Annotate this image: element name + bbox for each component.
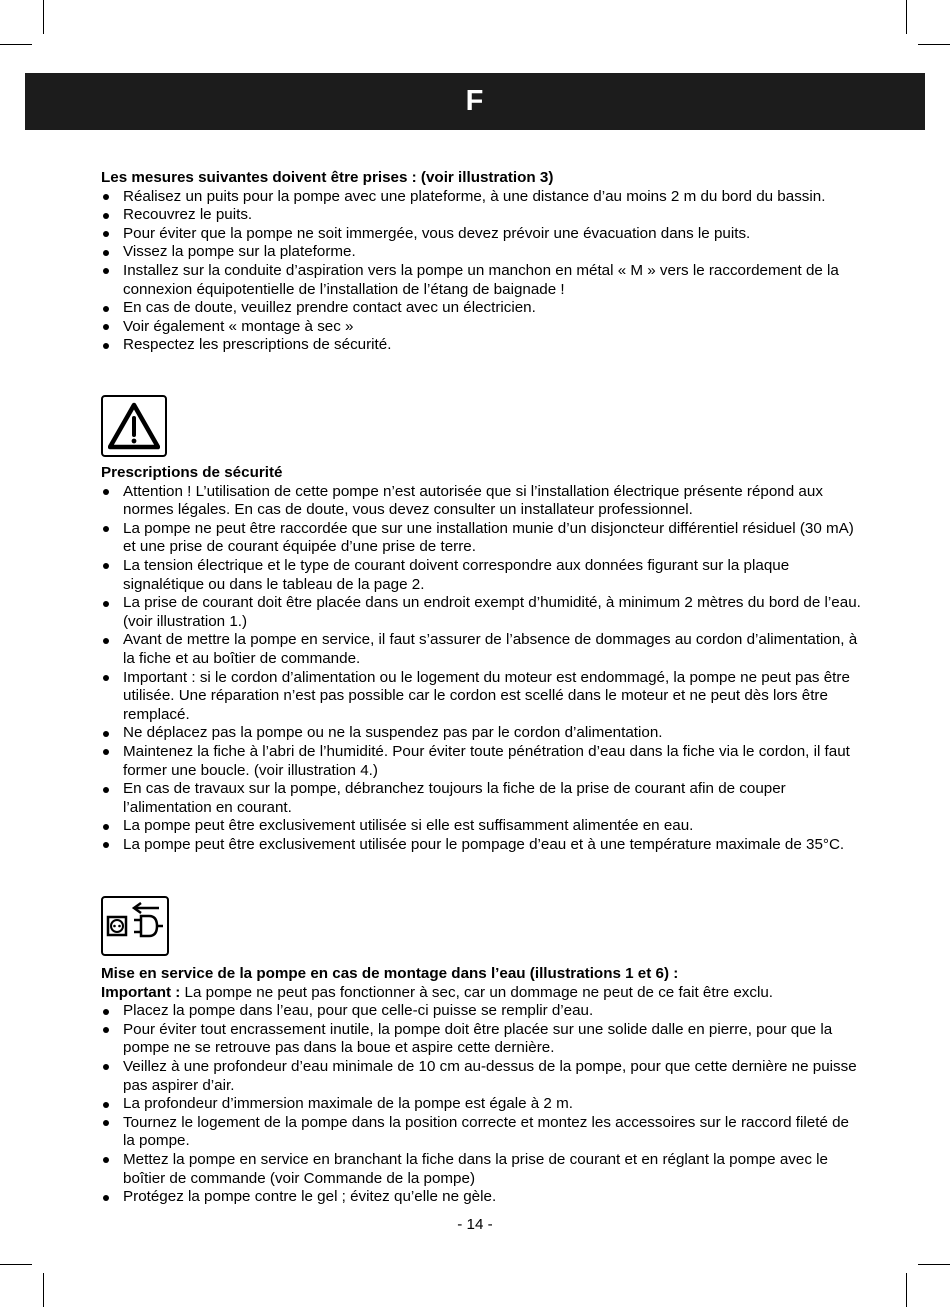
- crop-mark: [918, 1264, 950, 1265]
- list-item: Respectez les prescriptions de sécurité.: [101, 336, 861, 355]
- language-banner: [25, 73, 925, 130]
- list-item: Important : si le cordon d’alimentation ou le logement du moteur est endommagé, la pompe ne peut pas être utilisée. Une réparation n’est pas possible car le cordon est scellé dans le moteur et ne peut dès lors être remplacé.: [101, 669, 863, 725]
- list-item: La pompe peut être exclusivement utilisée pour le pompage d’eau et à une température maximale de 35°C.: [101, 836, 863, 855]
- startup-list: [101, 1002, 863, 1207]
- list-item: Voir également « montage à sec »: [101, 318, 861, 337]
- socket-plug-icon: [101, 896, 169, 956]
- crop-mark: [906, 0, 907, 34]
- crop-mark: [0, 1264, 32, 1265]
- list-item: Recouvrez le puits.: [101, 206, 861, 225]
- startup-section: [101, 965, 863, 1207]
- crop-mark: [906, 1273, 907, 1307]
- list-item: Ne déplacez pas la pompe ou ne la suspendez pas par le cordon d’alimentation.: [101, 724, 863, 743]
- list-item: La profondeur d’immersion maximale de la pompe est égale à 2 m.: [101, 1095, 863, 1114]
- list-item: Veillez à une profondeur d’eau minimale de 10 cm au-dessus de la pompe, pour que cette dernière ne puisse pas aspirer d’air.: [101, 1058, 863, 1095]
- list-item: Protégez la pompe contre le gel ; évitez qu’elle ne gèle.: [101, 1188, 863, 1207]
- measures-section: [101, 169, 861, 355]
- crop-mark: [43, 1273, 44, 1307]
- important-text: La pompe ne peut pas fonctionner à sec, car un dommage ne peut de ce fait être exclu.: [180, 983, 773, 1001]
- list-item: Pour éviter que la pompe ne soit immergée, vous devez prévoir une évacuation dans le puits.: [101, 225, 861, 244]
- list-item: Maintenez la fiche à l’abri de l’humidité. Pour éviter toute pénétration d’eau dans la fiche via le cordon, il faut former une boucle. (voir illustration 4.): [101, 743, 863, 780]
- list-item: Tournez le logement de la pompe dans la position correcte et montez les accessoires sur le raccord fileté de la pompe.: [101, 1114, 863, 1151]
- list-item: Avant de mettre la pompe en service, il faut s’assurer de l’absence de dommages au cordon d’alimentation, à la fiche et au boîtier de commande.: [101, 631, 863, 668]
- crop-mark: [0, 44, 32, 45]
- list-item: Pour éviter tout encrassement inutile, la pompe doit être placée sur une solide dalle en pierre, pour que la pompe ne se retrouve pas dans la boue et aspire cette dernière.: [101, 1021, 863, 1058]
- list-item: Mettez la pompe en service en branchant la fiche dans la prise de courant et en réglant la pompe avec le boîtier de commande (voir Commande de la pompe): [101, 1151, 863, 1188]
- measures-heading: Les mesures suivantes doivent être prises : (voir illustration 3): [101, 169, 554, 186]
- safety-heading: Prescriptions de sécurité: [101, 464, 283, 481]
- list-item: Placez la pompe dans l’eau, pour que celle-ci puisse se remplir d’eau.: [101, 1002, 863, 1021]
- page-number: - 14 -: [457, 1216, 493, 1233]
- crop-mark: [43, 0, 44, 34]
- list-item: La prise de courant doit être placée dans un endroit exempt d’humidité, à minimum 2 mètres du bord de l’eau. (voir illustration 1.): [101, 594, 863, 631]
- list-item: Installez sur la conduite d’aspiration vers la pompe un manchon en métal « M » vers le raccordement de la connexion équipotentielle de l’installation de l’étang de baignade !: [101, 262, 861, 299]
- important-note: [101, 984, 863, 1003]
- safety-list: [101, 483, 863, 855]
- important-label: Important :: [101, 983, 181, 1001]
- list-item: La pompe ne peut être raccordée que sur une installation munie d’un disjoncteur différentiel résiduel (30 mA) et une prise de courant équipée d’une prise de terre.: [101, 520, 863, 557]
- list-item: Réalisez un puits pour la pompe avec une plateforme, à une distance d’au moins 2 m du bord du bassin.: [101, 188, 861, 207]
- language-letter: F: [465, 85, 485, 117]
- list-item: En cas de travaux sur la pompe, débranchez toujours la fiche de la prise de courant afin de couper l’alimentation en courant.: [101, 780, 863, 817]
- list-item: La pompe peut être exclusivement utilisée si elle est suffisamment alimentée en eau.: [101, 817, 863, 836]
- list-item: Attention ! L’utilisation de cette pompe n’est autorisée que si l’installation électrique présente répond aux normes légales. En cas de doute, vous devez consulter un installateur professionnel.: [101, 483, 863, 520]
- list-item: En cas de doute, veuillez prendre contact avec un électricien.: [101, 299, 861, 318]
- startup-heading: Mise en service de la pompe en cas de montage dans l’eau (illustrations 1 et 6) :: [101, 965, 679, 982]
- warning-triangle-icon: [101, 395, 167, 457]
- crop-mark: [918, 44, 950, 45]
- measures-list: [101, 188, 861, 355]
- list-item: Vissez la pompe sur la plateforme.: [101, 243, 861, 262]
- list-item: La tension électrique et le type de courant doivent correspondre aux données figurant sur la plaque signalétique ou dans le tableau de la page 2.: [101, 557, 863, 594]
- safety-section: [101, 464, 863, 854]
